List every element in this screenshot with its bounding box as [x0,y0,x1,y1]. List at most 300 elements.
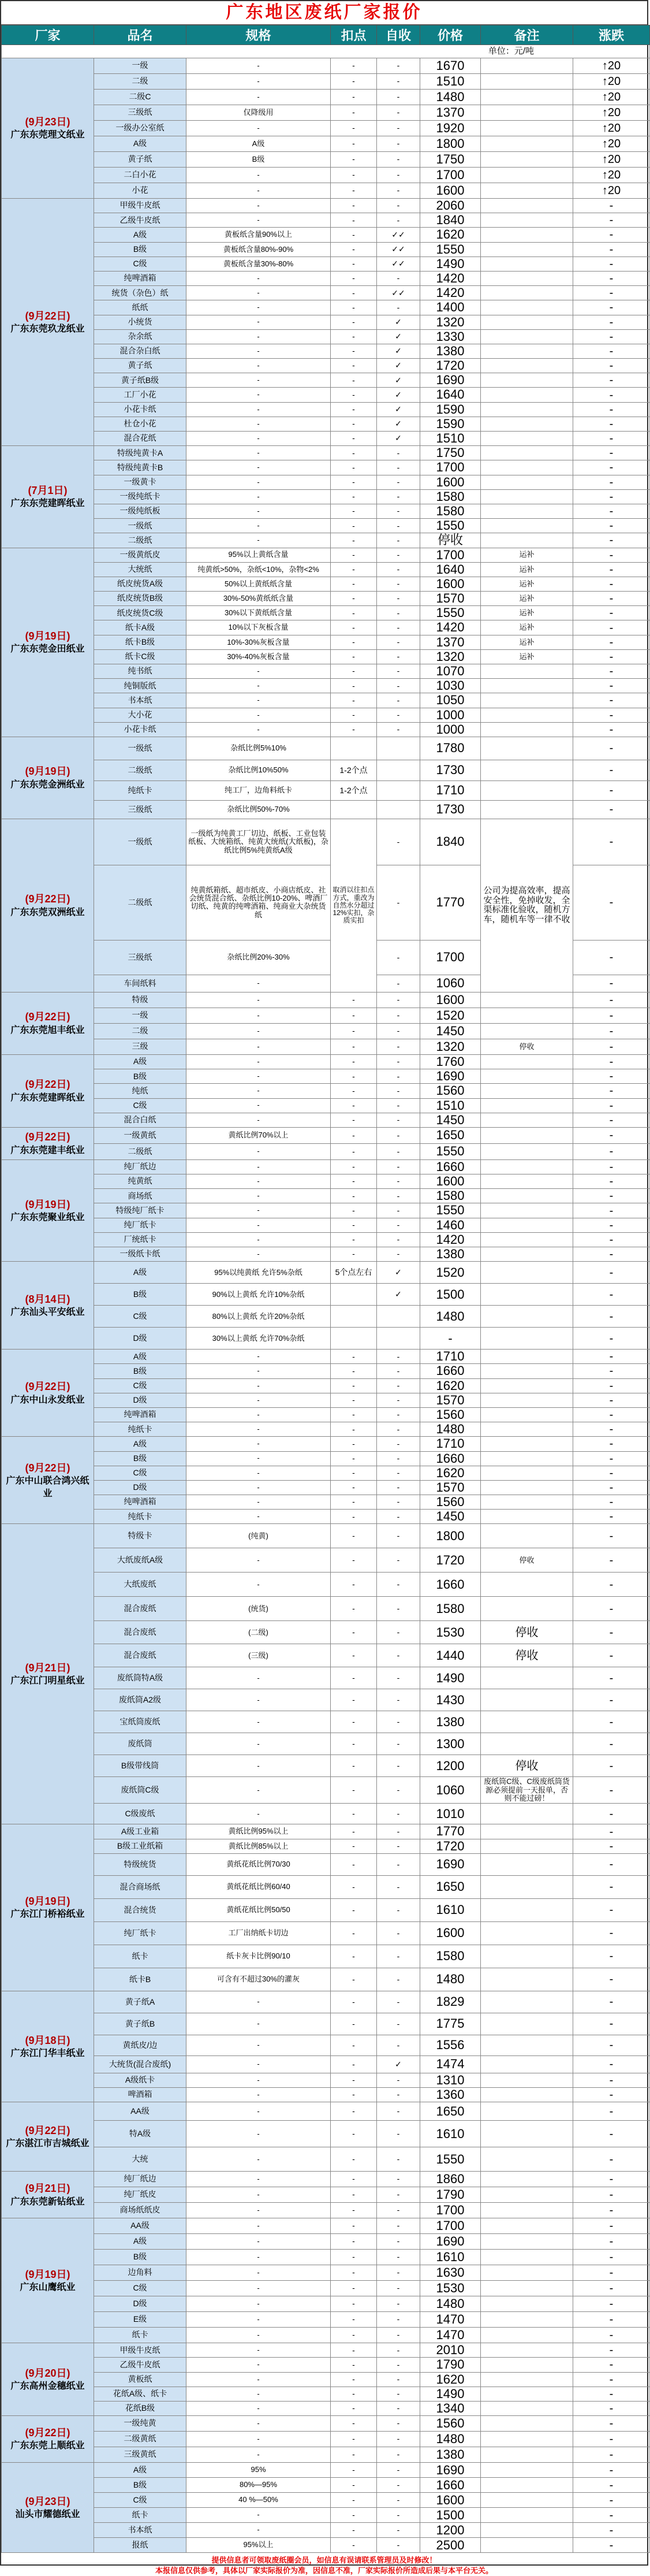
product-name: 纯铜版纸 [94,679,186,693]
price-cell: 1460 [420,1218,481,1232]
spec-cell: - [186,992,331,1008]
self-collect-cell: - [377,577,420,591]
spec-cell: - [186,1689,331,1711]
self-collect-cell: - [377,708,420,722]
price-cell: 1420 [420,271,481,285]
change-cell: ↑20 [573,183,650,199]
table-row [2,592,650,606]
price-cell: 1860 [420,2172,481,2187]
deduction-cell: - [331,562,377,577]
self-collect-cell: ✓✓ [377,228,420,242]
footer-line-2: 本报信息仅供参考，具体以厂家实际报价为准，因信息不准，厂家实际报价所造成后果与本平台无关。 [155,2566,493,2575]
product-name: A级 [94,1262,186,1284]
table-row [2,1422,650,1437]
spec-cell: - [186,708,331,722]
price-cell: 1610 [420,1898,481,1921]
deduction-cell: - [331,168,377,183]
price-cell: 1490 [420,2387,481,2401]
change-cell: - [573,2172,650,2187]
table-row [2,2296,650,2312]
product-name: 一级纯黄 [94,2416,186,2432]
table-row [2,300,650,315]
deduction-cell: - [331,1968,377,1991]
company-name: 广东中山联合鸿兴纸业 [6,1475,89,1499]
change-cell: - [573,679,650,693]
table-row [2,577,650,591]
deduction-cell: - [331,1689,377,1711]
deduction-cell: - [331,1480,377,1495]
product-name: 混合废纸 [94,1644,186,1667]
spec-cell: - [186,1495,331,1510]
change-cell: - [573,2463,650,2478]
product-name: 特级 [94,992,186,1008]
table-row [2,620,650,635]
change-cell: - [573,489,650,504]
table-row [2,2055,650,2073]
company-name: 广东东莞金田纸业 [10,644,85,655]
deduction-cell: - [331,402,377,417]
spec-cell: - [186,329,331,344]
deduction-cell: - [331,475,377,489]
remark-cell [481,1023,573,1039]
table-row [2,2328,650,2343]
deduction-cell: - [331,2312,377,2328]
company-date: (9月22日) [25,2124,70,2136]
deduction-cell: - [331,1597,377,1621]
self-collect-cell: - [377,1393,420,1407]
deduction-cell: - [331,2343,377,2358]
change-cell: - [573,1069,650,1084]
price-cell: 1700 [420,2203,481,2218]
product-name: C级 [94,257,186,271]
price-cell: 1300 [420,1733,481,1755]
self-collect-cell: - [377,1054,420,1069]
change-cell: - [573,257,650,271]
deduction-cell: - [331,199,377,213]
spec-cell: - [186,489,331,504]
deduction-cell: - [331,2172,377,2187]
spec-cell: - [186,1023,331,1039]
product-name: 纯啤酒箱 [94,271,186,285]
change-cell: - [573,693,650,708]
deduction-cell: - [331,121,377,136]
deduction-cell: - [331,620,377,635]
spec-cell: - [186,1378,331,1393]
deduction-cell: - [331,1143,377,1159]
self-collect-cell: - [377,606,420,620]
table-row [2,1824,650,1839]
product-name: 黄子纸 [94,359,186,373]
change-cell: - [573,1098,650,1113]
table-row [2,1839,650,1853]
deduction-cell: - [331,1510,377,1524]
product-name: 书本纸 [94,2523,186,2538]
product-name: 纯厂纸卡 [94,1921,186,1945]
remark-cell [481,1422,573,1437]
deduction-cell: - [331,2147,377,2172]
remark-cell [481,388,573,402]
price-cell: 1600 [420,475,481,489]
product-name: 啤酒箱 [94,2088,186,2102]
table-row [2,136,650,152]
remark-cell [481,1573,573,1597]
remark-cell [481,228,573,242]
product-name: B级 [94,1069,186,1084]
price-cell: 1840 [420,213,481,228]
change-cell: - [573,228,650,242]
spec-cell: 杂纸比例20%-30% [186,940,331,975]
change-cell: - [573,1393,650,1407]
self-collect-cell [377,800,420,819]
change-cell: - [573,504,650,518]
self-collect-cell: - [377,1113,420,1127]
product-name: 废纸筒A2级 [94,1689,186,1711]
deduction-cell: - [331,2538,377,2553]
spec-cell: - [186,1437,331,1451]
change-cell: - [573,519,650,533]
table-row [2,446,650,460]
product-name: 二级C [94,90,186,105]
price-cell: 1490 [420,1667,481,1689]
remark-cell [481,2172,573,2187]
company-cell [2,548,94,737]
self-collect-cell: - [377,1480,420,1495]
table-row [2,533,650,548]
self-collect-cell: - [377,2508,420,2523]
self-collect-cell: - [377,152,420,168]
product-name: 厂统纸卡 [94,1232,186,1247]
deduction-cell: - [331,1364,377,1378]
spec-cell: 黄纸比例85%以上 [186,1839,331,1853]
price-cell: 1360 [420,2088,481,2102]
company-name: 广东东莞理文纸业 [10,130,85,140]
change-cell: - [573,1524,650,1548]
product-name: A级 [94,1437,186,1451]
spec-cell: - [186,1189,331,1203]
spec-cell: (统货) [186,1597,331,1621]
deduction-cell: - [331,344,377,358]
header-change: 涨跌 [573,25,650,45]
price-cell: 1750 [420,446,481,460]
spec-cell: - [186,2265,331,2281]
table-row [2,2358,650,2372]
price-cell: - [420,1328,481,1350]
remark-cell [481,1451,573,1466]
spec-cell: - [186,2102,331,2121]
deduction-cell: - [331,592,377,606]
table-row [2,489,650,504]
deduction-cell: - [331,1378,377,1393]
spec-cell: (二级) [186,1621,331,1644]
price-cell: 1550 [420,1203,481,1218]
change-cell: - [573,865,650,940]
remark-cell [481,136,573,152]
deduction-cell: - [331,2088,377,2102]
company-date: (9月19日) [25,2268,70,2280]
table-row [2,2035,650,2055]
remark-cell [481,1804,573,1824]
self-collect-cell: - [377,2172,420,2187]
change-cell: - [573,1284,650,1306]
deduction-cell: - [331,1548,377,1573]
spec-cell: - [186,1407,331,1422]
table-row [2,548,650,562]
header-self-collect: 自收 [377,25,420,45]
self-collect-cell: - [377,504,420,518]
deduction-cell: - [331,1824,377,1839]
self-collect-cell: - [377,2088,420,2102]
remark-cell [481,1510,573,1524]
spec-cell: 黄板纸含量80%-90% [186,242,331,257]
self-collect-cell: - [377,1084,420,1098]
product-name: 特级纯黄卡B [94,460,186,475]
product-name: 乙级牛皮纸 [94,213,186,228]
price-cell: 1829 [420,1991,481,2013]
product-name: 小花 [94,183,186,199]
spec-cell: - [186,213,331,228]
remark-cell [481,1127,573,1143]
table-row [2,1328,650,1350]
product-name: 废纸筒 [94,1733,186,1755]
product-name: A级 [94,2234,186,2250]
deduction-cell: - [331,2121,377,2147]
change-cell: - [573,329,650,344]
self-collect-cell: - [377,2523,420,2538]
change-cell: - [573,1804,650,1824]
product-name: B级 [94,242,186,257]
change-cell: - [573,1174,650,1189]
table-row [2,1451,650,1466]
table-row [2,2234,650,2250]
change-cell: - [573,562,650,577]
remark-cell: 运补 [481,577,573,591]
table-row [2,1689,650,1711]
deduction-cell: - [331,2102,377,2121]
remark-cell [481,286,573,300]
price-cell: 1330 [420,329,481,344]
table-row [2,1232,650,1247]
spec-cell: 一级纸为纯黄工厂切边、纸板、工业包装纸板、大统箱纸、纯黄大统纸(大纸板)，杂纸比例5%纯黄纸A级 [186,819,331,865]
change-cell: - [573,819,650,865]
table-row [2,1262,650,1284]
change-cell: - [573,592,650,606]
self-collect-cell: - [377,1510,420,1524]
table-row [2,460,650,475]
deduction-cell: - [331,1350,377,1364]
remark-cell [481,2203,573,2218]
deduction-cell: - [331,635,377,649]
product-name: 纯书纸 [94,664,186,679]
change-cell: - [573,2447,650,2463]
self-collect-cell: - [377,1945,420,1968]
self-collect-cell: - [377,2218,420,2234]
table-row [2,606,650,620]
deduction-cell: - [331,1189,377,1203]
change-cell: - [573,2432,650,2447]
company-date: (7月1日) [28,484,68,496]
self-collect-cell: - [377,183,420,199]
change-cell: - [573,1839,650,1853]
product-name: 废纸筒特A级 [94,1667,186,1689]
change-cell: - [573,1113,650,1127]
remark-cell [481,1689,573,1711]
self-collect-cell: - [377,2343,420,2358]
remark-cell [481,2013,573,2035]
price-cell: 1660 [420,2478,481,2493]
change-cell: - [573,940,650,975]
price-cell: 1770 [420,1824,481,1839]
price-cell: 1775 [420,2013,481,2035]
price-cell: 1620 [420,228,481,242]
price-cell: 1560 [420,1084,481,1098]
table-row [2,1039,650,1054]
product-name: C级 [94,1306,186,1328]
remark-cell: 运补 [481,592,573,606]
self-collect-cell: - [377,1755,420,1777]
deduction-cell: - [331,1495,377,1510]
price-cell: 1770 [420,865,481,940]
product-name: 三级 [94,1039,186,1054]
table-row [2,1084,650,1098]
remark-cell [481,475,573,489]
spec-cell: - [186,1393,331,1407]
product-name: 特级统货 [94,1853,186,1875]
table-row [2,1407,650,1422]
change-cell: - [573,1328,650,1350]
change-cell: ↑20 [573,90,650,105]
spec-cell: 杂纸比例10%50% [186,760,331,780]
product-name: 一级纸 [94,737,186,760]
remark-cell [481,359,573,373]
product-name: C级废纸 [94,1804,186,1824]
price-cell: 停收 [420,533,481,548]
change-cell: - [573,2312,650,2328]
deduction-cell: - [331,489,377,504]
company-cell [2,2102,94,2172]
deduction-cell: - [331,432,377,446]
remark-cell [481,460,573,475]
table-row [2,329,650,344]
deduction-cell: - [331,1232,377,1247]
remark-cell [481,1945,573,1968]
remark-cell [481,183,573,199]
price-cell: 1560 [420,1407,481,1422]
change-cell: - [573,533,650,548]
product-name: 纸皮统货C级 [94,606,186,620]
price-cell: 1690 [420,1853,481,1875]
spec-cell: 50%以上黄纸纸含量 [186,577,331,591]
company-cell [2,1127,94,1159]
change-cell: - [573,460,650,475]
spec-cell: 黄纸比例95%以上 [186,1824,331,1839]
price-cell: 1920 [420,121,481,136]
remark-cell [481,315,573,329]
self-collect-cell: - [377,1839,420,1853]
price-cell: 1550 [420,2147,481,2172]
deduction-cell: - [331,257,377,271]
remark-cell [481,1711,573,1733]
remark-cell [481,2088,573,2102]
remark-cell [481,2147,573,2172]
price-cell: 1690 [420,2463,481,2478]
deduction-cell: - [331,1945,377,1968]
remark-cell [481,417,573,431]
deduction-cell: - [331,2493,377,2508]
remark-cell [481,373,573,388]
spec-cell: A级 [186,136,331,152]
remark-cell [481,737,573,760]
spec-cell: - [186,373,331,388]
company-cell [2,1824,94,1991]
price-cell: 1420 [420,1232,481,1247]
change-cell: - [573,2372,650,2387]
self-collect-cell: - [377,1777,420,1804]
change-cell: - [573,2035,650,2055]
remark-cell [481,693,573,708]
remark-cell [481,2073,573,2087]
deduction-cell: - [331,105,377,121]
table-row [2,183,650,199]
remark-cell: 运补 [481,562,573,577]
change-cell: - [573,1755,650,1777]
change-cell: - [573,359,650,373]
product-name: E级 [94,2312,186,2328]
remark-cell [481,2401,573,2415]
change-cell: - [573,975,650,992]
spec-cell: 黄纸花纸比例50/50 [186,1898,331,1921]
change-cell: - [573,2055,650,2073]
change-cell: - [573,1945,650,1968]
deduction-cell: - [331,708,377,722]
table-row [2,1853,650,1875]
price-cell: 1500 [420,1284,481,1306]
spec-cell: (三级) [186,1644,331,1667]
product-name: 大小花 [94,708,186,722]
deduction-cell: - [331,1023,377,1039]
company-cell [2,1350,94,1437]
company-name: 广东东莞建晖纸业 [10,1092,85,1103]
change-cell: - [573,388,650,402]
price-cell: 1060 [420,975,481,992]
table-row [2,1306,650,1328]
self-collect-cell: - [377,1159,420,1174]
self-collect-cell: - [377,548,420,562]
table-row [2,121,650,136]
header-deduction: 扣点 [331,25,377,45]
remark-cell: 运补 [481,635,573,649]
change-cell: - [573,2250,650,2265]
deduction-cell: - [331,2013,377,2035]
price-cell: 1840 [420,819,481,865]
change-cell: - [573,1364,650,1378]
price-cell: 1050 [420,693,481,708]
change-cell: - [573,2478,650,2493]
price-cell: 1380 [420,1247,481,1262]
change-cell: - [573,213,650,228]
remark-cell [481,780,573,800]
self-collect-cell: - [377,1350,420,1364]
spec-cell: - [186,1480,331,1495]
table-row [2,1159,650,1174]
table-row [2,1510,650,1524]
change-cell: - [573,2088,650,2102]
spec-cell: - [186,533,331,548]
product-name: 一级 [94,1008,186,1023]
table-row [2,2372,650,2387]
product-name: 纸卡A级 [94,620,186,635]
spec-cell: - [186,664,331,679]
product-name: A级纸卡 [94,2073,186,2087]
